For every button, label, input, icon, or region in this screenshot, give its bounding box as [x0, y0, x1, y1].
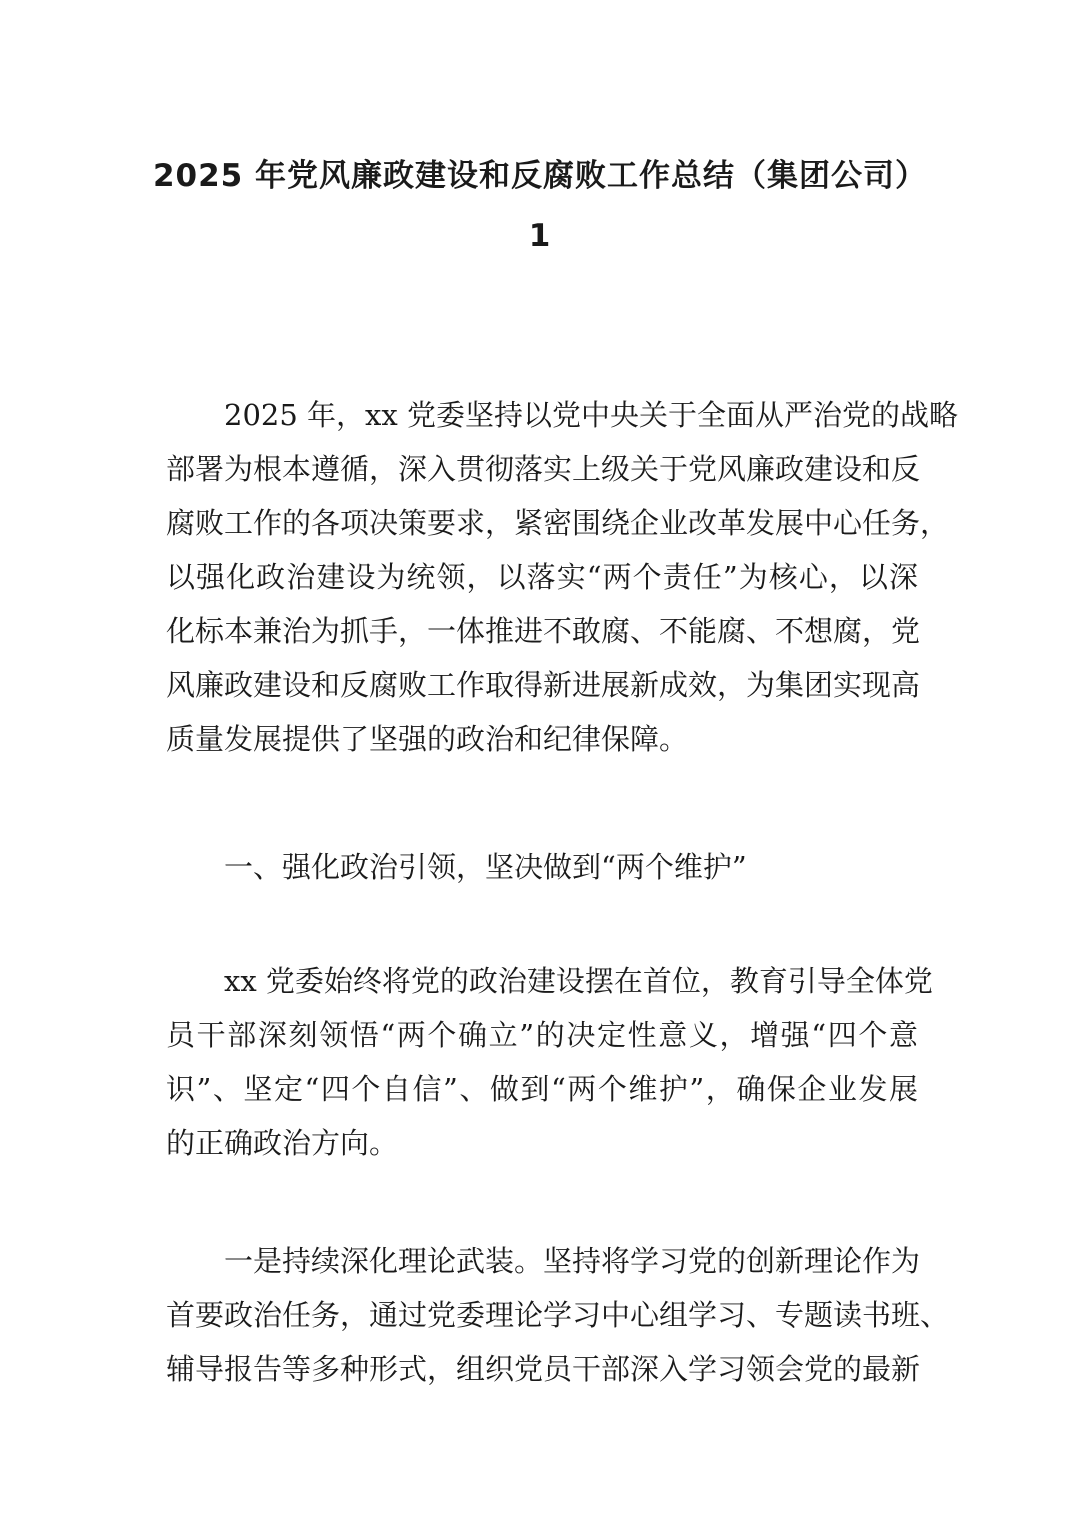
- paragraph-line: 质量发展提供了坚强的政治和纪律保障。: [166, 722, 689, 756]
- paragraph-line: 风廉政建设和反腐败工作取得新进展新成效，为集团实现高: [166, 668, 921, 702]
- intro-paragraph: [166, 388, 958, 766]
- subsection-paragraph: [166, 1234, 950, 1396]
- paragraph-line: 化标本兼治为抓手，一体推进不敢腐、不能腐、不想腐，党: [166, 614, 921, 648]
- paragraph-line: xx 党委始终将党的政治建设摆在首位，教育引导全体党: [224, 964, 933, 998]
- paragraph-line: 的正确政治方向。: [166, 1126, 399, 1160]
- document-title: 2025 年党风廉政建设和反腐败工作总结（集团公司）: [152, 158, 928, 194]
- paragraph-line: 2025 年，xx 党委坚持以党中央关于全面从严治党的战略: [224, 398, 958, 432]
- paragraph-line: 部署为根本遵循，深入贯彻落实上级关于党风廉政建设和反: [166, 452, 921, 486]
- paragraph-line: 腐败工作的各项决策要求，紧密围绕企业改革发展中心任务，: [166, 506, 950, 540]
- document-title-number: 1: [528, 218, 552, 254]
- paragraph-line: 辅导报告等多种形式，组织党员干部深入学习领会党的最新: [166, 1352, 921, 1386]
- section-heading-text: 一、强化政治引领，坚决做到“两个维护”: [224, 850, 747, 884]
- paragraph-line: 首要政治任务，通过党委理论学习中心组学习、专题读书班、: [166, 1298, 950, 1332]
- paragraph-line: 一是持续深化理论武装。坚持将学习党的创新理论作为: [224, 1244, 921, 1278]
- paragraph-line: 员干部深刻领悟“两个确立”的决定性意义，增强“四个意: [166, 1018, 918, 1052]
- section-heading: [166, 840, 918, 894]
- section-paragraph: [166, 954, 933, 1170]
- paragraph-line: 识”、坚定“四个自信”、做到“两个维护”，确保企业发展: [166, 1072, 918, 1106]
- paragraph-line: 以强化政治建设为统领，以落实“两个责任”为核心，以深: [166, 560, 918, 594]
